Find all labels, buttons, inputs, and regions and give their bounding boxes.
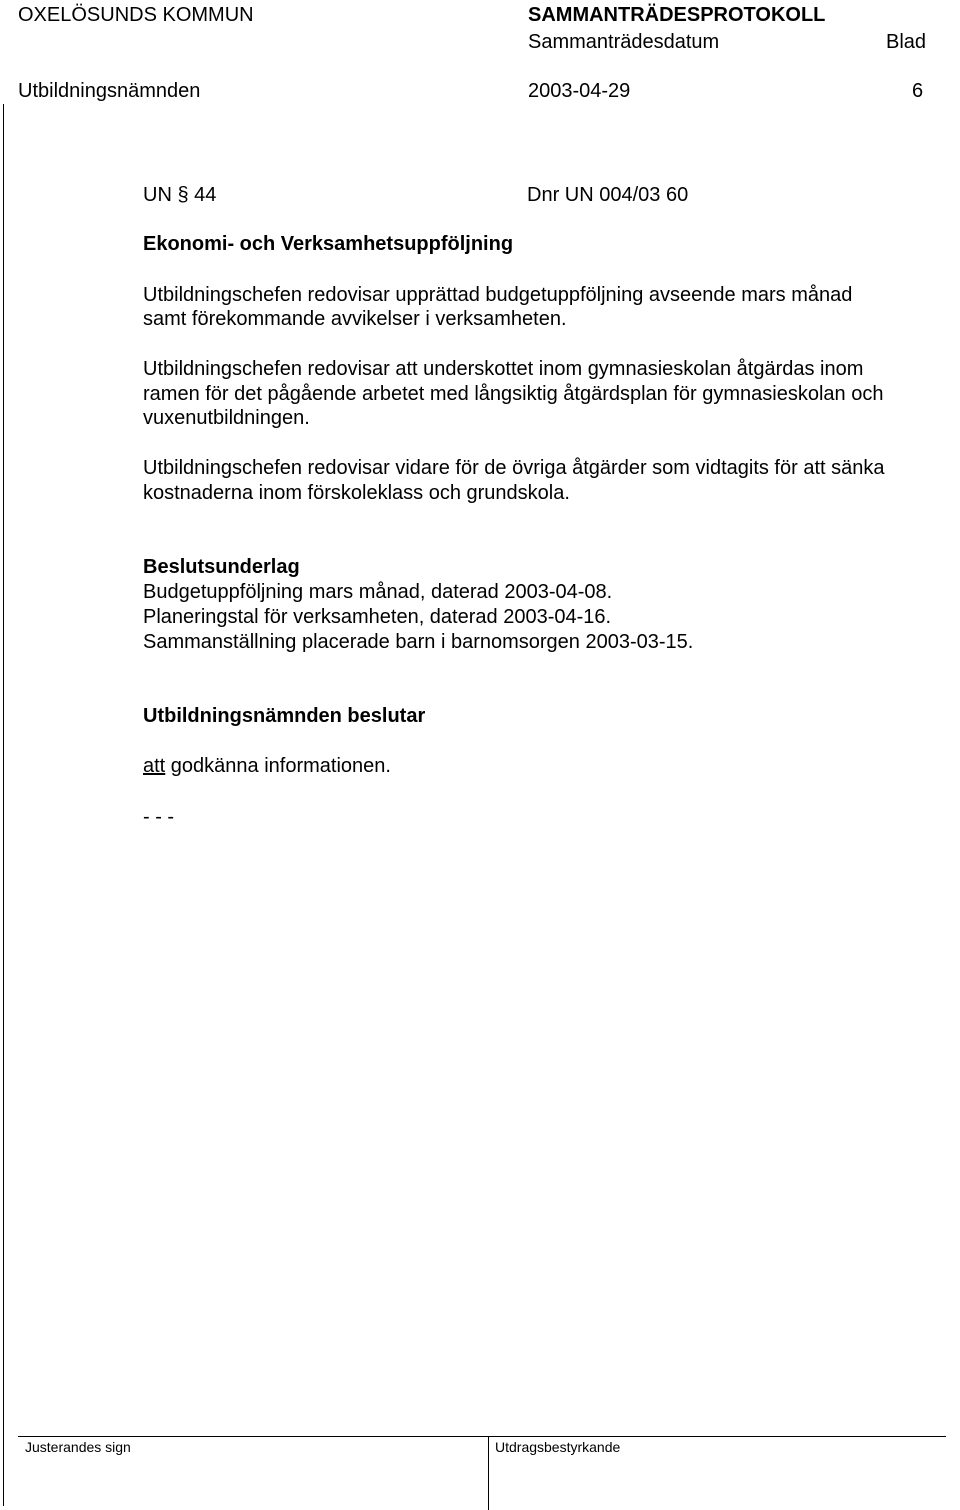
end-marker: - - -	[143, 806, 175, 828]
justering-label: Justerandes sign	[25, 1439, 131, 1455]
paragraph-3-line-2: kostnaderna inom förskoleklass och grundskola.	[143, 482, 570, 504]
footer-divider-line	[488, 1436, 489, 1510]
item-number: UN § 44	[143, 184, 217, 206]
basis-heading: Beslutsunderlag	[143, 556, 300, 578]
document-type: SAMMANTRÄDESPROTOKOLL	[528, 4, 826, 26]
decision-text: godkänna informationen.	[165, 755, 391, 777]
meeting-date: 2003-04-29	[528, 80, 631, 102]
municipality-name: OXELÖSUNDS KOMMUN	[18, 4, 254, 26]
basis-item-2: Planeringstal för verksamheten, daterad 2003-04-16.	[143, 606, 612, 628]
basis-item-3: Sammanställning placerade barn i barnomsorgen 2003-03-15.	[143, 631, 694, 653]
footer-rule	[18, 1436, 946, 1437]
decision-heading: Utbildningsnämnden beslutar	[143, 705, 426, 727]
item-title: Ekonomi- och Verksamhetsuppföljning	[143, 233, 514, 255]
basis-item-1: Budgetuppföljning mars månad, daterad 2003-04-08.	[143, 581, 613, 603]
paragraph-1-line-1: Utbildningschefen redovisar upprättad budgetuppföljning avseende mars månad	[143, 284, 853, 306]
paragraph-3-line-1: Utbildningschefen redovisar vidare för de övriga åtgärder som vidtagits för att sänka	[143, 457, 885, 479]
meeting-date-label: Sammanträdesdatum	[528, 31, 720, 53]
paragraph-2-line-1: Utbildningschefen redovisar att underskottet inom gymnasieskolan åtgärdas inom	[143, 358, 864, 380]
decision-line	[143, 754, 391, 778]
left-margin-line	[3, 104, 4, 1506]
committee-name: Utbildningsnämnden	[18, 80, 201, 102]
page-number: 6	[912, 80, 924, 102]
paragraph-2-line-2: ramen för det pågående arbetet med långsiktig åtgärdsplan för gymnasieskolan och	[143, 383, 884, 405]
decision-att: att	[143, 755, 166, 777]
utdrag-label: Utdragsbestyrkande	[495, 1439, 621, 1455]
page-label: Blad	[886, 31, 927, 53]
paragraph-1-line-2: samt förekommande avvikelser i verksamheten.	[143, 308, 567, 330]
diary-number: Dnr UN 004/03 60	[527, 184, 689, 206]
paragraph-2-line-3: vuxenutbildningen.	[143, 407, 310, 429]
